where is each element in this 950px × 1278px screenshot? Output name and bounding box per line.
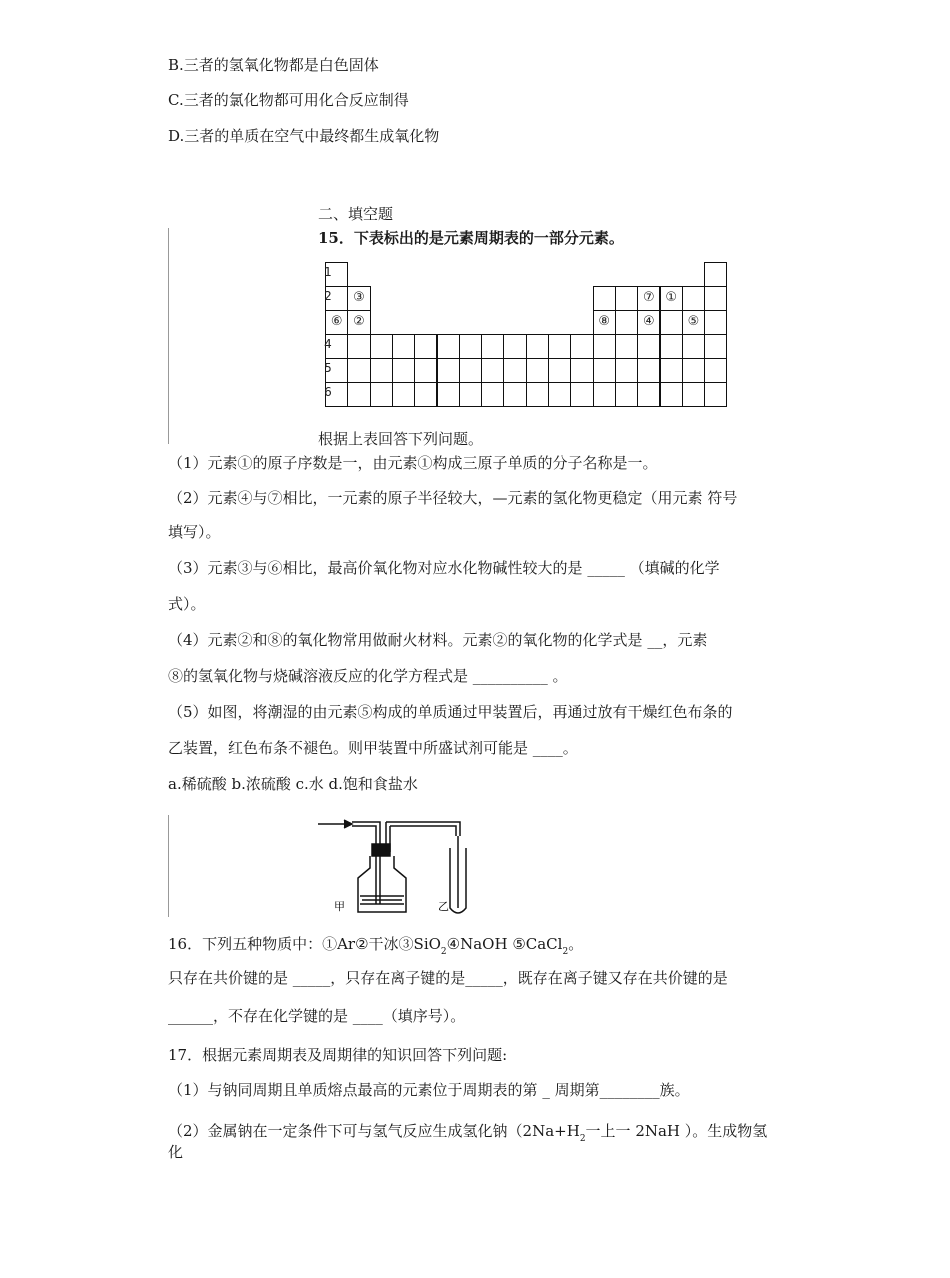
table-cell	[459, 382, 482, 407]
inlet-tube	[352, 822, 380, 904]
table-cell	[570, 358, 593, 383]
table-cell	[370, 358, 393, 383]
q15-part3a: （3）元素③与⑥相比，最高价氧化物对应水化物碱性较大的是 _____ （填碱的化学	[168, 559, 720, 577]
table-cell	[347, 382, 370, 407]
table-cell	[503, 358, 526, 383]
marked-element: ②	[353, 314, 365, 329]
table-cell	[503, 382, 526, 407]
q15-part2b: 填写）。	[168, 523, 221, 541]
q15-part5a: （5）如图，将潮湿的由元素⑤构成的单质通过甲装置后，再通过放有干燥红色布条的	[168, 703, 733, 721]
label-jia: 甲	[334, 900, 345, 913]
q15-part3b: 式）。	[168, 595, 206, 613]
table-cell	[637, 334, 660, 359]
q15-part4a: （4）元素②和⑧的氧化物常用做耐火材料。元素②的氧化物的化学式是 __，元素	[168, 631, 708, 649]
table-cell	[682, 382, 705, 407]
q15-intro: 15．下表标出的是元素周期表的一部分元素。	[318, 229, 624, 247]
table-cell	[660, 382, 683, 407]
table-cell	[704, 262, 727, 287]
gas-apparatus-figure	[310, 812, 480, 920]
table-cell	[437, 334, 460, 359]
q15-part5b: 乙装置，红色布条不褪色。则甲装置中所盛试剂可能是 ____。	[168, 739, 578, 757]
option-d: D.三者的单质在空气中最终都生成氧化物	[168, 127, 440, 145]
table-cell	[593, 286, 616, 311]
table-cell	[437, 358, 460, 383]
table-cell	[392, 382, 415, 407]
table-cell	[615, 310, 638, 335]
liquid-line	[360, 896, 404, 904]
marked-element: ⑥	[330, 314, 343, 329]
table-cell	[660, 334, 683, 359]
table-cell	[437, 382, 460, 407]
period-label: 2	[324, 289, 332, 303]
q17-part2b: 化	[168, 1143, 184, 1161]
q17-intro: 17．根据元素周期表及周期律的知识回答下列问题:	[168, 1046, 508, 1064]
q15-part4b: ⑧的氢氧化物与烧碱溶液反应的化学方程式是 __________ 。	[168, 667, 568, 685]
table-cell	[660, 310, 683, 335]
table-cell	[548, 382, 571, 407]
table-cell	[503, 334, 526, 359]
period-label: 4	[324, 337, 332, 351]
inlet-arrow-head	[344, 820, 352, 828]
q16-line3: ______，不存在化学键的是 ____（填序号）。	[168, 1007, 466, 1025]
table-cell	[370, 382, 393, 407]
apparatus-left-bar	[168, 815, 169, 917]
table-cell	[481, 334, 504, 359]
marked-element: ⑦	[643, 290, 655, 305]
table-cell	[615, 358, 638, 383]
period-label: 5	[324, 361, 332, 375]
marked-element: ①	[665, 290, 677, 305]
table-cell	[660, 358, 683, 383]
period-label: 1	[324, 265, 332, 279]
table-cell	[459, 334, 482, 359]
option-c: C.三者的氯化物都可用化合反应制得	[168, 91, 409, 109]
table-cell	[570, 334, 593, 359]
marked-element: ⑧	[598, 314, 611, 329]
table-cell	[704, 286, 727, 311]
q17-part2: （2）金属钠在一定条件下可与氢气反应生成氢化钠（$2Na+H_2$一上一 2NaH ）。生成物氢	[168, 1122, 768, 1144]
table-cell	[682, 358, 705, 383]
marked-element: ⑤	[687, 314, 700, 329]
table-cell	[414, 334, 437, 359]
table-cell	[481, 358, 504, 383]
table-cell	[526, 334, 549, 359]
table-cell	[704, 382, 727, 407]
marked-element: ③	[353, 290, 365, 305]
table-cell	[615, 334, 638, 359]
table-cell	[392, 334, 415, 359]
q16-line1: 16．下列五种物质中：①Ar②干冰③SiO$_2$④NaOH ⑤CaCl$_2$。	[168, 935, 584, 957]
q16-line2: 只存在共价键的是 _____，只存在离子键的是_____，既存在离子键又存在共价键的是	[168, 969, 728, 987]
period-label: 6	[324, 385, 332, 399]
table-cell	[704, 310, 727, 335]
table-cell	[347, 334, 370, 359]
option-b: B.三者的氢氧化物都是白色固体	[168, 56, 379, 74]
table-cell	[682, 334, 705, 359]
table-cell	[526, 358, 549, 383]
table-cell	[637, 358, 660, 383]
table-cell	[704, 358, 727, 383]
table-cell	[347, 358, 370, 383]
table-cell	[593, 334, 616, 359]
q15-part2a: （2）元素④与⑦相比，一元素的原子半径较大，—元素的氢化物更稳定（用元素 符号	[168, 489, 738, 507]
outlet-tube	[386, 822, 460, 852]
stopper	[372, 844, 390, 856]
marked-element: ④	[643, 314, 655, 329]
label-yi: 乙	[438, 900, 449, 913]
table-cell	[548, 358, 571, 383]
q17-part1: （1）与钠同周期且单质熔点最高的元素位于周期表的第 _ 周期第________族。	[168, 1081, 690, 1099]
table-cell	[414, 358, 437, 383]
table-cell	[392, 358, 415, 383]
table-cell	[459, 358, 482, 383]
table-cell	[548, 334, 571, 359]
q15-part1: （1）元素①的原子序数是一，由元素①构成三原子单质的分子名称是一。	[168, 454, 658, 472]
table-cell	[682, 286, 705, 311]
table-cell	[481, 382, 504, 407]
table-cell	[593, 382, 616, 407]
table-cell	[615, 286, 638, 311]
section-title: 二、填空题	[318, 205, 394, 223]
table-cell	[637, 382, 660, 407]
table-cell	[615, 382, 638, 407]
table-cell	[526, 382, 549, 407]
table-cell	[704, 334, 727, 359]
table-cell	[593, 358, 616, 383]
table-cell	[570, 382, 593, 407]
periodic-table	[0, 0, 950, 420]
table-cell	[414, 382, 437, 407]
table-cell	[370, 334, 393, 359]
q15-part5-choices: a.稀硫酸 b.浓硫酸 c.水 d.饱和食盐水	[168, 775, 418, 793]
table-caption: 根据上表回答下列问题。	[318, 430, 484, 448]
